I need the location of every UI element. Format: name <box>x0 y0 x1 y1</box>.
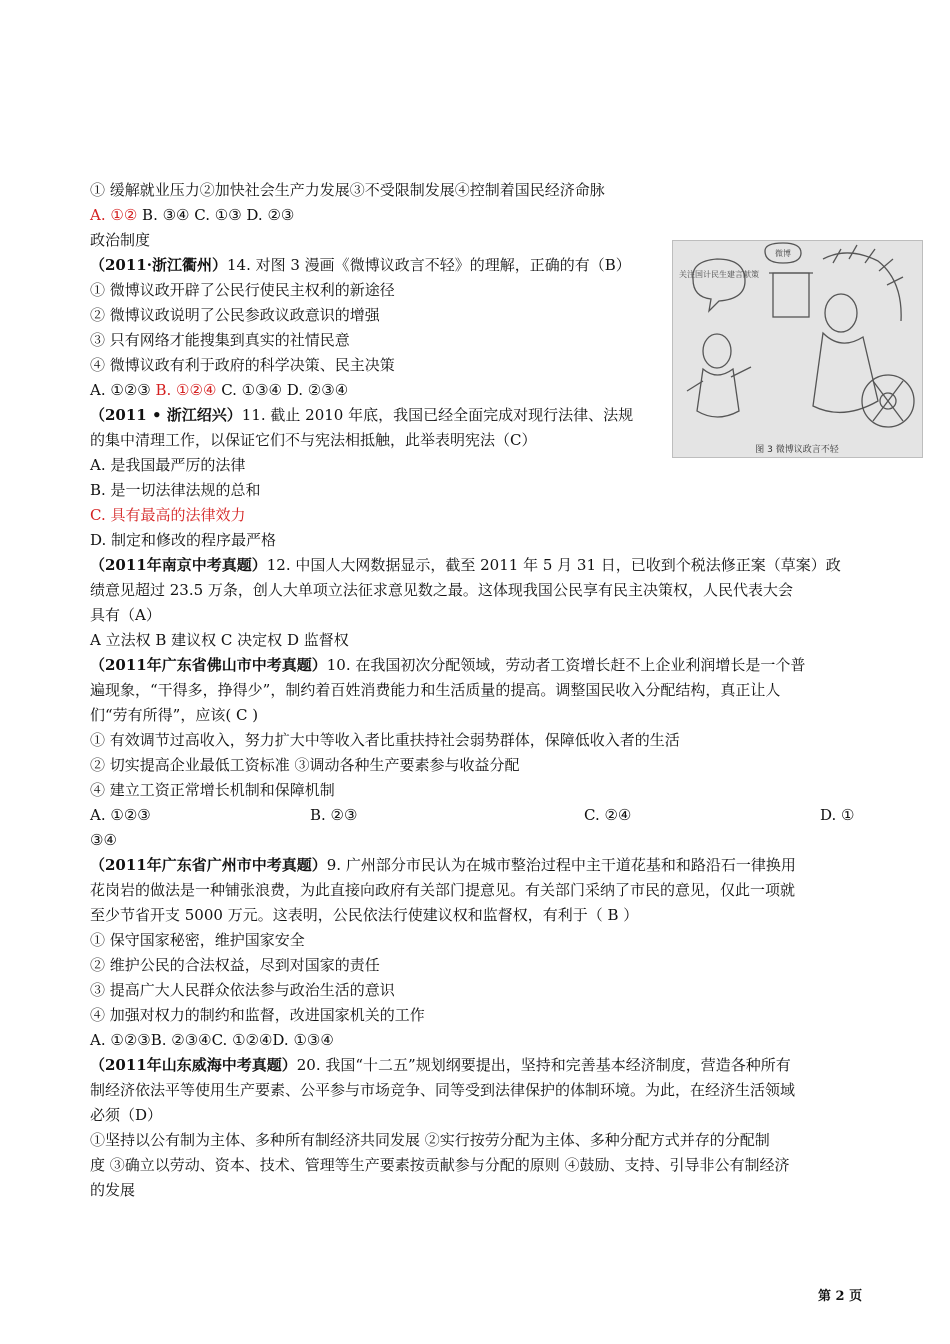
line: 遍现象，“干得多，挣得少”，制约着百姓消费能力和生活质量的提高。调整国民收入分配结构，真正让人 <box>90 681 781 699</box>
line: ② 切实提高企业最低工资标准 ③调动各种生产要素参与收益分配 <box>90 756 520 774</box>
line: 制经济依法平等使用生产要素、公平参与市场竞争、同等受到法律保护的体制环境。为此，在经济生活领域 <box>90 1081 796 1099</box>
answer-highlight: C. 具有最高的法律效力 <box>90 506 246 524</box>
line: ① 缓解就业压力②加快社会生产力发展③不受限制发展④控制着国民经济命脉 <box>90 181 605 199</box>
question-header: （2011·浙江衢州）14. 对图 3 漫画《微博议政言不轻》的理解，正确的有（B） <box>90 256 631 274</box>
page-number: 第 2 页 <box>818 1289 863 1304</box>
line: ④ 建立工资正常增长机制和保障机制 <box>90 781 335 799</box>
line: 度 ③确立以劳动、资本、技术、管理等生产要素按贡献参与分配的原则 ④鼓励、支持、引导非公有制经济 <box>90 1156 790 1174</box>
line: ①坚持以公有制为主体、多种所有制经济共同发展 ②实行按劳分配为主体、多种分配方式并存的分配制 <box>90 1131 770 1149</box>
line: ③ 只有网络才能搜集到真实的社情民意 <box>90 331 350 349</box>
line: A. ①②③ B. ①②④ C. ①③④ D. ②③④ <box>90 381 349 399</box>
line: 至少节省开支 5000 万元。这表明，公民依法行使建议权和监督权，有利于（ B ） <box>90 906 639 924</box>
question-source: （2011年广东省广州市中考真题） <box>90 856 327 874</box>
line: C. ②④ <box>584 806 632 824</box>
answer-highlight: A. ①② <box>90 206 138 224</box>
line: A. 是我国最严厉的法律 <box>90 456 246 474</box>
line: 具有（A） <box>90 606 161 624</box>
line: 绩意见超过 23.5 万条，创人大单项立法征求意见数之最。这体现我国公民享有民主决策权，人民代表大会 <box>90 581 793 599</box>
line: ① 微博议政开辟了公民行使民主权利的新途径 <box>90 281 395 299</box>
section-heading: 政治制度 <box>90 231 151 249</box>
question-source: （2011 • 浙江绍兴） <box>90 406 242 424</box>
question-header: （2011年广东省佛山市中考真题）10. 在我国初次分配领域，劳动者工资增长赶不上企业利润增长是一个普 <box>90 656 806 674</box>
line: A. ①② B. ③④ C. ①③ D. ②③ <box>90 206 295 224</box>
figure-caption: 图 3 微博议政言不轻 <box>755 445 839 455</box>
line: B. 是一切法律法规的总和 <box>90 481 261 499</box>
line <box>90 505 245 525</box>
line: D. ① <box>820 806 855 824</box>
line: ③④ <box>90 831 117 849</box>
line: 必须（D） <box>90 1106 163 1124</box>
line: ② 维护公民的合法权益，尽到对国家的责任 <box>90 956 380 974</box>
line: ④ 加强对权力的制约和监督，改进国家机关的工作 <box>90 1006 425 1024</box>
question-source: （2011·浙江衢州） <box>90 256 227 274</box>
line: A 立法权 B 建议权 C 决定权 D 监督权 <box>90 631 349 649</box>
cartoon-figure <box>672 240 923 458</box>
line: ② 微博议政说明了公民参政议政意识的增强 <box>90 306 380 324</box>
question-header: （2011 • 浙江绍兴）11. 截止 2010 年底，我国已经全面完成对现行法律、法规 <box>90 406 634 424</box>
line: 的发展 <box>90 1181 136 1199</box>
line: 们“劳有所得”，应该( C ) <box>90 706 259 724</box>
bubble-text: 关注国计民生建言献策 <box>679 270 759 279</box>
question-header: （2011年南京中考真题）12. 中国人大网数据显示，截至 2011 年 5 月 31 日，已收到个税法修正案（草案）政 <box>90 556 841 574</box>
question-header: （2011年山东威海中考真题）20. 我国“十二五”规划纲要提出，坚持和完善基本经济制度，营造各种所有 <box>90 1056 791 1074</box>
line: ④ 微博议政有利于政府的科学决策、民主决策 <box>90 356 395 374</box>
line: 花岗岩的做法是一种铺张浪费，为此直接向政府有关部门提意见。有关部门采纳了市民的意见，仅此一项就 <box>90 881 796 899</box>
question-source: （2011年广东省佛山市中考真题） <box>90 656 327 674</box>
question-source: （2011年南京中考真题） <box>90 556 267 574</box>
sign-text: 微博 <box>775 249 791 258</box>
cartoon-illustration <box>673 241 922 457</box>
line: A. ①②③B. ②③④C. ①②④D. ①③④ <box>90 1031 334 1049</box>
line: 的集中清理工作，以保证它们不与宪法相抵触，此举表明宪法（C） <box>90 431 537 449</box>
line: ① 有效调节过高收入，努力扩大中等收入者比重扶持社会弱势群体，保障低收入者的生活 <box>90 731 680 749</box>
line: ① 保守国家秘密，维护国家安全 <box>90 931 305 949</box>
line: A. ①②③ <box>90 806 151 824</box>
line: ③ 提高广大人民群众依法参与政治生活的意识 <box>90 981 395 999</box>
answer-highlight: B. ①②④ <box>155 381 217 399</box>
question-header: （2011年广东省广州市中考真题）9. 广州部分市民认为在城市整治过程中主干道花基和和路沿石一律换用 <box>90 856 796 874</box>
line: B. ②③ <box>310 806 358 824</box>
line: D. 制定和修改的程序最严格 <box>90 531 277 549</box>
question-source: （2011年山东威海中考真题） <box>90 1056 297 1074</box>
